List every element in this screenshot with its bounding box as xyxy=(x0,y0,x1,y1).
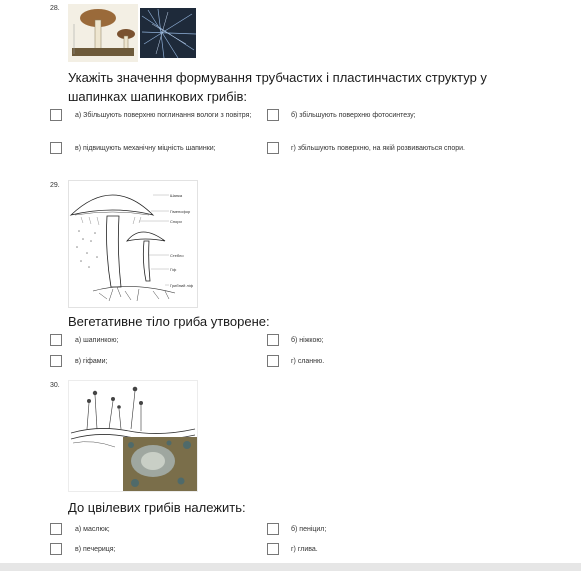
answer-checkbox[interactable] xyxy=(50,109,62,121)
answer-checkbox[interactable] xyxy=(267,355,279,367)
mold-illustration xyxy=(69,381,197,491)
question-number: 30. xyxy=(50,382,60,389)
question-text: Укажіть значення формування трубчастих і пластинчастих структур у шапинках шапинкових грибів: xyxy=(68,70,487,104)
mold-figure xyxy=(68,380,198,492)
answer-option: а) Збільшують поверхню поглинання вологи з повітря; xyxy=(75,112,252,119)
question-number: 28. xyxy=(50,5,60,12)
answer-checkbox[interactable] xyxy=(267,142,279,154)
answer-checkbox[interactable] xyxy=(267,523,279,535)
answer-option: б) ніжкою; xyxy=(291,337,324,344)
figure-label: Спори xyxy=(170,219,182,224)
answer-option: в) гіфами; xyxy=(75,358,108,365)
question-text: До цвілевих грибів належить: xyxy=(68,500,246,515)
answer-option: г) збільшують поверхню, на якій розвиваються спори. xyxy=(291,145,465,152)
question-number: 29. xyxy=(50,182,60,189)
answer-checkbox[interactable] xyxy=(267,109,279,121)
question-text: Вегетативне тіло гриба утворене: xyxy=(68,314,270,329)
answer-checkbox[interactable] xyxy=(50,543,62,555)
answer-option: а) маслюк; xyxy=(75,526,110,533)
answer-checkbox[interactable] xyxy=(267,543,279,555)
answer-checkbox[interactable] xyxy=(50,355,62,367)
figure-label: Гіменофор xyxy=(170,209,191,214)
answer-checkbox[interactable] xyxy=(267,334,279,346)
answer-option: в) печериця; xyxy=(75,546,116,553)
mushroom-photo-figure xyxy=(68,4,198,62)
figure-label: Шапка xyxy=(170,193,183,198)
answer-checkbox[interactable] xyxy=(50,334,62,346)
figure-label: Грибний ліф xyxy=(170,283,193,288)
answer-option: г) глива. xyxy=(291,546,318,553)
mushroom-anatomy-diagram xyxy=(69,181,197,307)
answer-option: а) шапинкою; xyxy=(75,337,119,344)
answer-checkbox[interactable] xyxy=(50,142,62,154)
figure-label: Стебло xyxy=(170,253,184,258)
answer-option: г) сланню. xyxy=(291,358,325,365)
answer-option: б) збільшують поверхню фотосинтезу; xyxy=(291,112,416,119)
answer-checkbox[interactable] xyxy=(50,523,62,535)
mushroom-anatomy-figure xyxy=(68,180,198,308)
bottom-bar xyxy=(0,563,581,571)
figure-label: Гіф xyxy=(170,267,177,272)
answer-option: в) підвищують механічну міцність шапинки; xyxy=(75,145,216,152)
mushroom-illustration xyxy=(68,4,198,62)
answer-option: б) пеніцил; xyxy=(291,526,327,533)
